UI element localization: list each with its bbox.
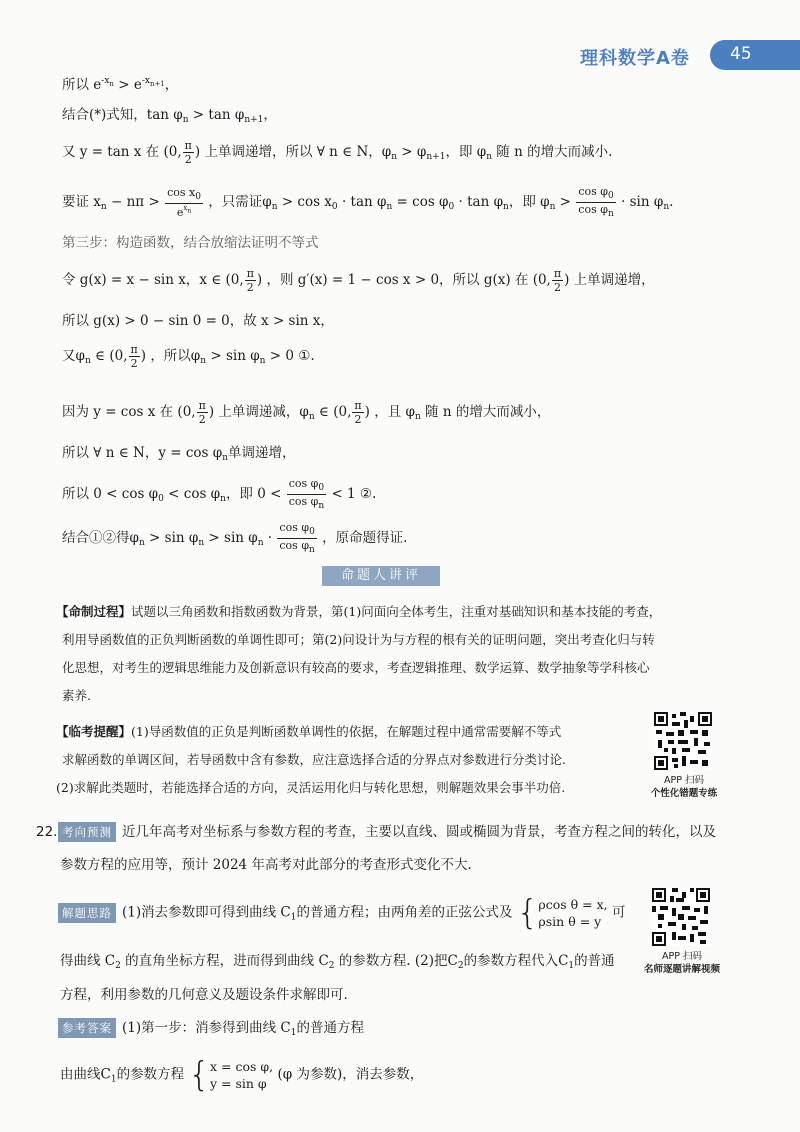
tag-forecast: 考向预测 <box>58 822 116 842</box>
tag-answer: 参考答案 <box>58 1018 116 1038</box>
q22-idea-line-3: 方程，利用参数的几何意义及题设条件求解即可. <box>60 987 348 1003</box>
q22-forecast-line-2: 参数方程的应用等，预计 2024 年高考对此部分的考查形式变化不大. <box>60 857 472 873</box>
line-6: 所以 g(x) > 0 − sin 0 = 0，故 x > sin x， <box>62 313 334 329</box>
page-number-badge <box>710 40 800 70</box>
line-8: 因为 y = cos x 在 (0, $\frac{\pi}{2}$ ) 上单调递减，$\varphi_n$ ∈ (0, $\frac{\pi}{2}$ ) ，且 $\varphi_n$ 随 n 的增大而减小， <box>62 399 551 426</box>
comment-label-reminder: 【临考提醒】 <box>56 724 132 739</box>
line-1: 所以 $e^{-x_n} > e^{-x_{n+1}}$， <box>62 76 179 93</box>
q22-forecast-line-1: 考向预测 近几年高考对坐标系与参数方程的考查，主要以直线、圆或椭圆为背景，考查方程之间的转化，以及 <box>58 822 716 842</box>
qr-code-video-lecture[interactable] <box>652 888 710 946</box>
comment-body: 【命制过程】试题以三角函数和指数函数为背景，第(1)问面向全体考生，注重对基础知识和基本技能的考查， 利用导函数值的正负判断函数的单调性即可；第(2)问设计为与方程的根有关的证明问题，突出考查化归与转 化思想，对考生的逻辑思维能力及创新意识有较高的要求，考查逻辑推理、数学运算、数学抽象等学科核心 素养. 【临考提醒】(1)导函数值的正负是判断函数单调性的依据，在解题过程中通常需要解不等式 求解函数的单调区间，若导函数中含有参数，应注意选择合适的分界点对参数进行分类讨论. (2)求解此类题时，若能选择合适的方向，灵活运用化归与转化思想，则解题效果会事半功倍. <box>56 604 662 795</box>
q22-answer-line-1: 参考答案 (1)第一步：消参得到曲线 $C_1$的普通方程 <box>58 1018 364 1042</box>
line-11: 结合①②得$\varphi_n > \sin \varphi_n > \sin \varphi_n$ · $\frac{\cos \varphi_0}{\cos \varphi_n}$ ，原命题得证. <box>62 521 408 555</box>
q22-idea-line-1: 解题思路 (1)消去参数即可得到曲线 $C_1$的普通方程；由两角差的正弦公式及 {ρcos θ = x, ρsin θ = y 可 <box>58 896 625 930</box>
q22-idea-line-2: 得曲线 $C_2$ 的直角坐标方程，进而得到曲线 $C_2$ 的参数方程. (2)把$C_2$的参数方程代入$C_1$的普通 <box>60 953 615 971</box>
line-9: 所以 ∀ n ∈ N，$y = \cos \varphi_n$单调递增， <box>62 445 296 463</box>
q22-answer-line-2: 由曲线$C_1$的参数方程 {x = cos φ, y = sin φ (φ 为参数)，消去参数， <box>60 1055 424 1095</box>
line-5: 令 g(x) = x − sin x，x ∈ (0, $\frac{\pi}{2}$ ) ，则 g′(x) = 1 − cos x > 0，所以 g(x) 在 (0, $\frac{\pi}{2}$ ) 上单调递增， <box>62 267 655 294</box>
question-22-number: 22. <box>36 824 58 840</box>
line-4: 要证 $x_n - n\pi$ > $\frac{\cos x_0}{e^{x_n}}$ ，只需证$\varphi_n > \cos x_0 \cdot \tan \varphi_n = \cos \varphi_0 \cdot \tan \varphi_n$，即 $\varphi_n$ > $\frac{\cos \varphi_0}{\cos \varphi_n}$ · $\sin \varphi_n$. <box>62 185 674 219</box>
tag-idea: 解题思路 <box>58 903 116 923</box>
line-2: 结合(*)式知，$\tan \varphi_n > \tan \varphi_{n+1}$， <box>62 107 277 125</box>
qr-caption-video-lecture: APP 扫码 名师逐题讲解视频 <box>643 951 720 975</box>
page-number: 45 <box>730 44 752 64</box>
qr-code-error-practice[interactable] <box>654 712 712 770</box>
header-title: 理科数学A卷 <box>580 48 690 69</box>
qr-caption-error-practice: APP 扫码 个性化错题专练 <box>650 775 718 799</box>
line-10: 所以 $0 < \cos \varphi_0 < \cos \varphi_n$，即 0 < $\frac{\cos \varphi_0}{\cos \varphi_n}$ < 1 ②. <box>62 477 377 511</box>
line-7: 又$\varphi_n$ ∈ (0, $\frac{\pi}{2}$ ) ，所以$\varphi_n > \sin \varphi_n > 0$ ①. <box>62 343 315 370</box>
comment-title: 命题人讲评 <box>322 566 440 586</box>
step-3-heading: 第三步：构造函数，结合放缩法证明不等式 <box>62 235 319 251</box>
line-3: 又 y = tan x 在 (0, $\frac{\pi}{2}$ ) 上单调递增，所以 ∀ n ∈ N，$\varphi_n > \varphi_{n+1}$，即 $\varphi_n$ 随 n 的增大而减小. <box>62 139 613 166</box>
comment-label-process: 【命制过程】 <box>56 604 132 619</box>
page-header <box>560 40 800 72</box>
